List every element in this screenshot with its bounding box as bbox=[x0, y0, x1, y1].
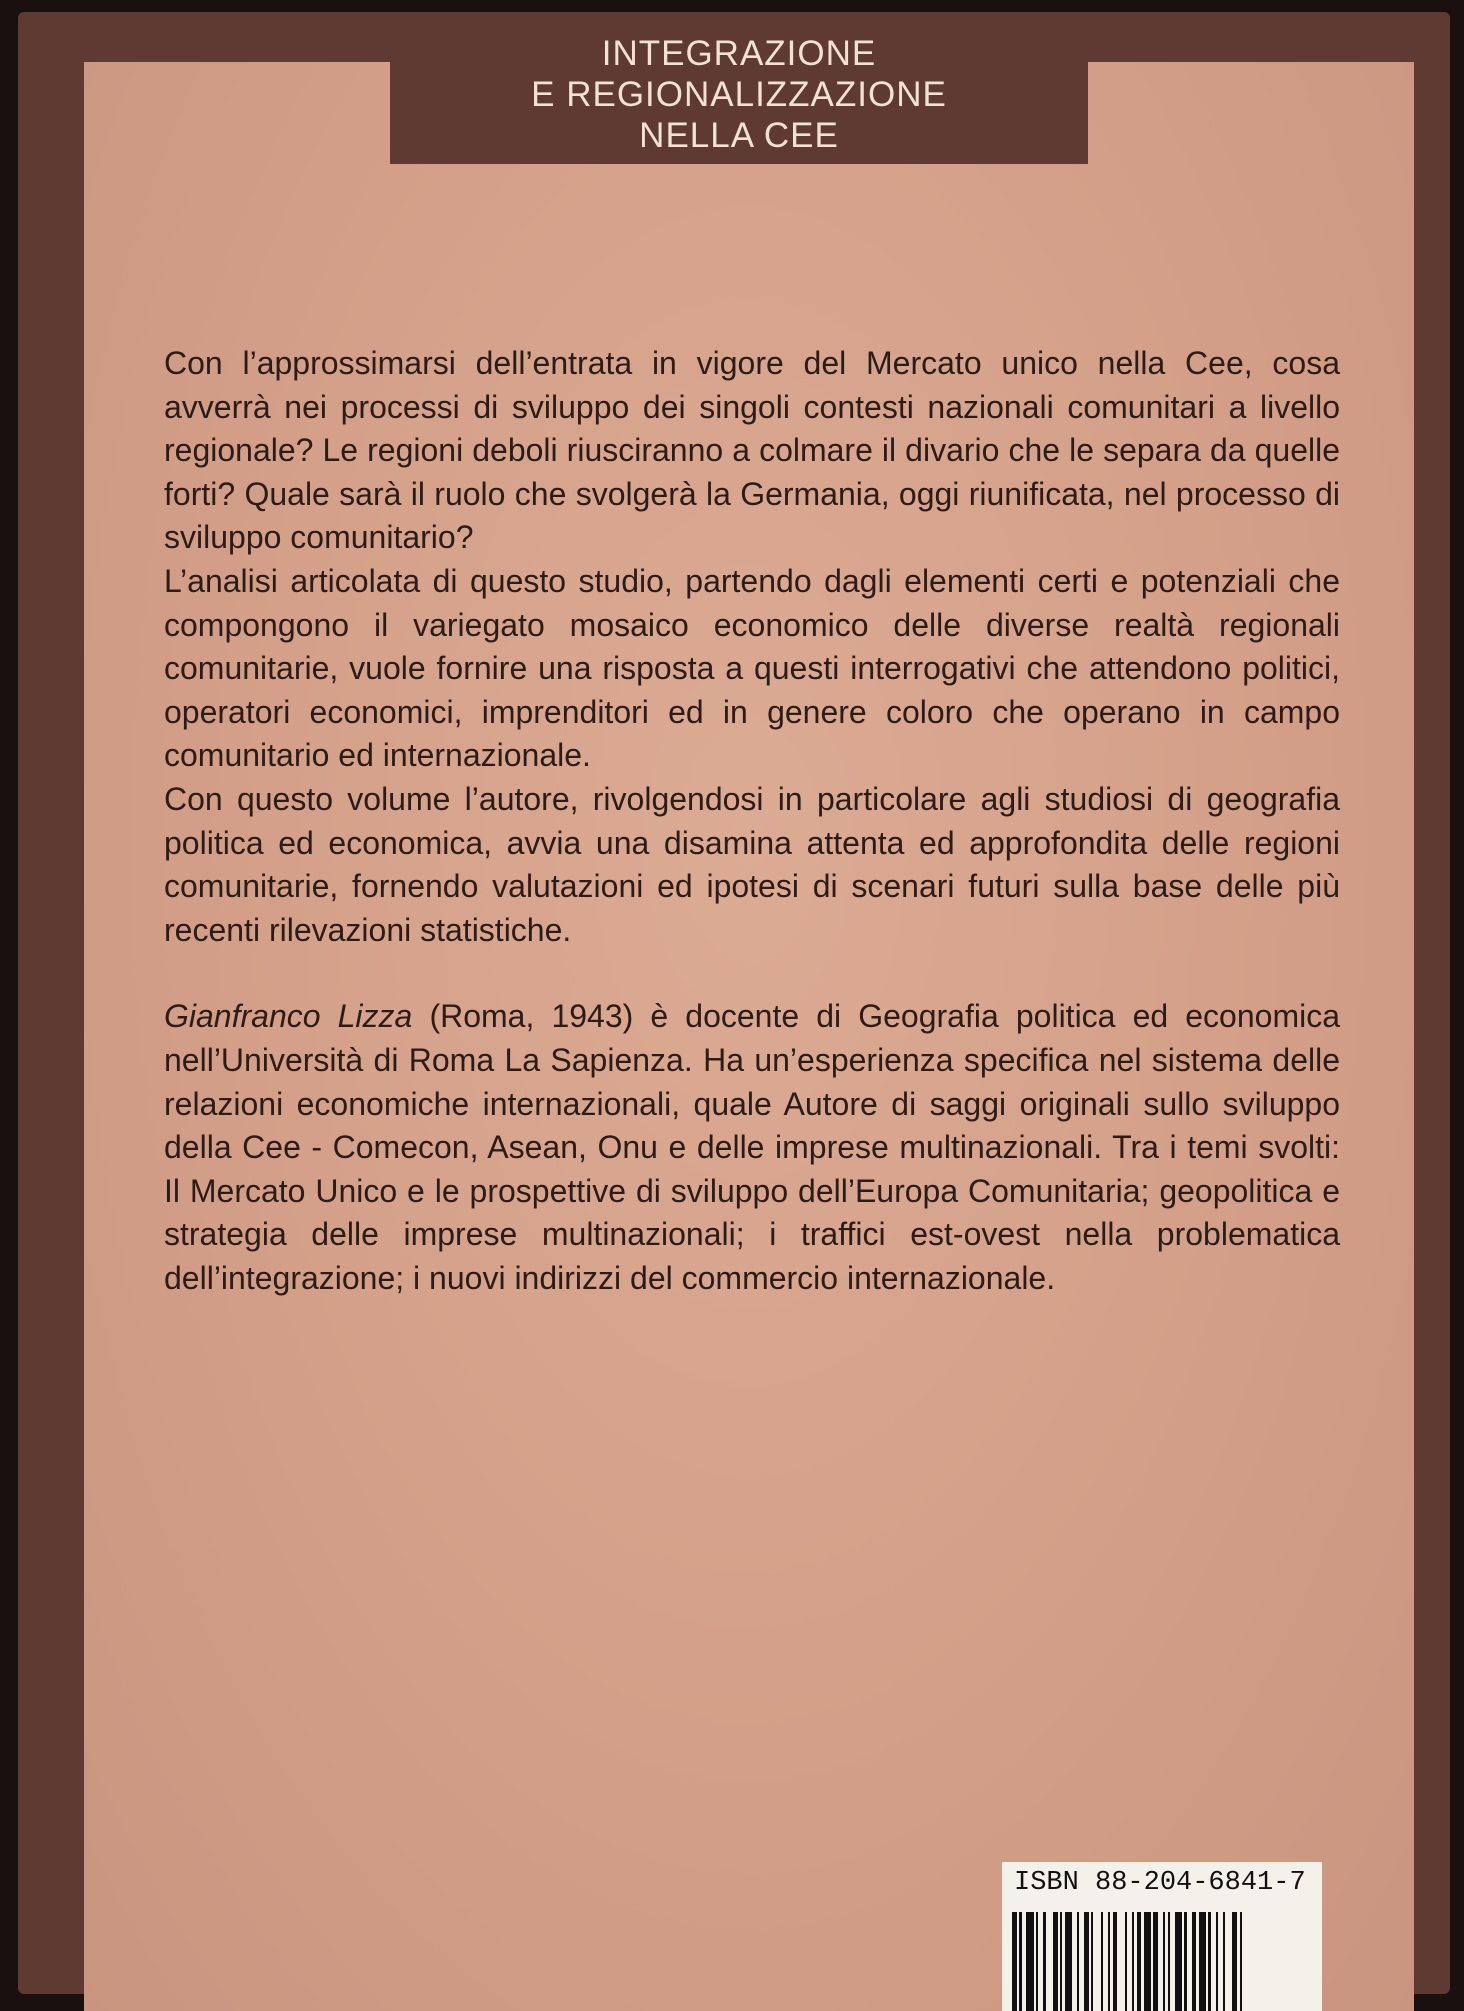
blurb-text bbox=[164, 342, 1340, 1300]
barcode bbox=[1012, 1912, 1312, 2011]
author-bio bbox=[164, 995, 1340, 1300]
barcode-bar bbox=[1175, 1912, 1182, 2011]
barcode-space bbox=[1225, 1912, 1232, 2011]
barcode-space bbox=[1117, 1912, 1124, 2011]
title-line-1: INTEGRAZIONE bbox=[601, 33, 877, 73]
book-back-cover bbox=[18, 12, 1450, 1994]
author-name: Gianfranco Lizza bbox=[164, 998, 413, 1035]
title-line-3: NELLA CEE bbox=[639, 115, 839, 155]
isbn-barcode-label bbox=[1002, 1862, 1322, 2011]
barcode-space bbox=[1093, 1912, 1100, 2011]
barcode-space bbox=[1242, 1912, 1247, 2011]
barcode-bar bbox=[1199, 1912, 1206, 2011]
author-bio-text: (Roma, 1943) è docente di Geografia politica ed economica nell’Università di Roma La Sapienza. Ha un’esperienza specifica nel sistema delle relazioni economiche internazionali, quale Autore di saggi originali sullo sviluppo della Cee - Comecon, Asean, Onu e delle imprese multinazionali. Tra i temi svolti: Il Mercato Unico e le prospettive di sviluppo dell’Europa Comunitaria; geopolitica e strategia delle imprese multinazionali; i traffici est-ovest nella problematica dell’integrazione; i nuovi indirizzi del commercio internazionale. bbox=[164, 998, 1341, 1296]
barcode-bar bbox=[1065, 1912, 1072, 2011]
barcode-bar bbox=[1026, 1912, 1033, 2011]
barcode-space bbox=[1046, 1912, 1053, 2011]
blurb-paragraph-3: Con questo volume l’autore, rivolgendosi in particolare agli studiosi di geografia politica ed economica, avvia una disamina attenta ed approfondita delle regioni comunitarie, fornendo valutazioni ed ipotesi di scenari futuri sulla base delle più recenti rilevazioni statistiche. bbox=[164, 780, 1340, 948]
title-line-2: E REGIONALIZZAZIONE bbox=[531, 74, 947, 114]
blurb-paragraph-1: Con l’approssimarsi dell’entrata in vigore del Mercato unico nella Cee, cosa avverrà nei processi di sviluppo dei singoli contesti nazionali comunitari a livello regionale? Le regioni deboli riusciranno a colmare il divario che le separa da quelle forti? Quale sarà il ruolo che svolgerà la Germania, oggi riunificata, nel processo di sviluppo comunitario? bbox=[164, 345, 1340, 556]
isbn-number: ISBN 88-204-6841-7 bbox=[1014, 1868, 1306, 1898]
title-block bbox=[390, 24, 1088, 164]
blurb-paragraph-2: L’analisi articolata di questo studio, partendo dagli elementi certi e potenziali che compongono il variegato mosaico economico delle diverse realtà regionali comunitarie, vuole fornire una risposta a questi interrogativi che attendono politici, operatori economici, imprenditori ed in genere coloro che operano in campo comunitario ed internazionale. bbox=[164, 562, 1340, 774]
barcode-bar bbox=[1144, 1912, 1151, 2011]
